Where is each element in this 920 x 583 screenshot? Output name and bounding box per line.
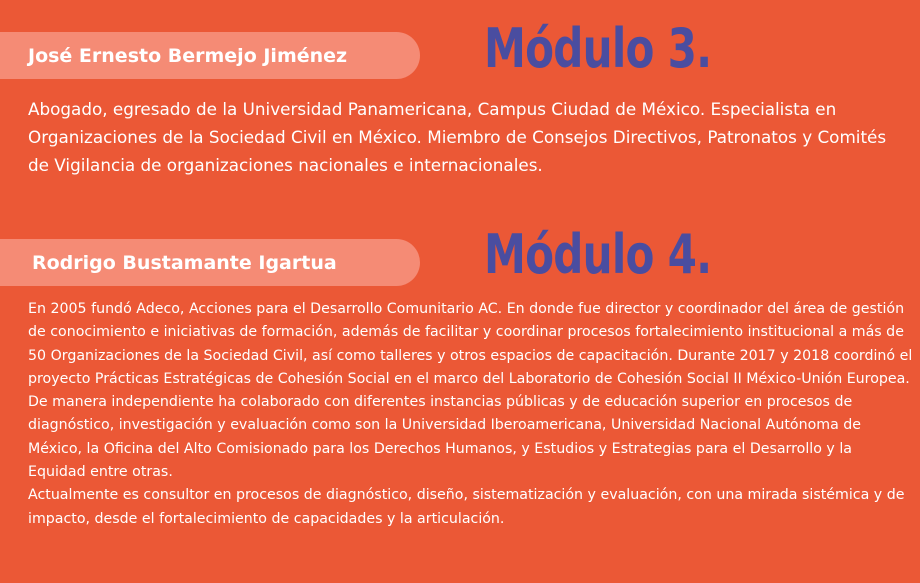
speaker-name-banner-1: [0, 32, 420, 79]
module-4-title: Módulo 4.: [484, 223, 712, 286]
bio-paragraph: De manera independiente ha colaborado con diferentes instancias públicas y de educación superior en procesos de diagnóstico, investigación y evaluación como son la Universidad Iberoamericana, Universidad Nacional Autónoma de México, la Oficina del Alto Comisionado para los Derechos Humanos, y Estudios y Estrategias para el Desarrollo y la Equidad entre otras.: [28, 394, 862, 481]
bio-paragraph: En 2005 fundó Adeco, Acciones para el Desarrollo Comunitario AC. En donde fue director y coordinador del área de gestión de conocimiento e iniciativas de formación, además de facilitar y coordinar procesos fortalecimiento institucional a más de 50 Organizaciones de la Sociedad Civil, así como talleres y otros espacios de capacitación. Durante 2017 y 2018 coordinó el proyecto Prácticas Estratégicas de Cohesión Social en el marco del Laboratorio de Cohesión Social II México-Unión Europea.: [28, 301, 913, 387]
speaker-bio-2: [28, 298, 913, 531]
speaker-bio-1: Abogado, egresado de la Universidad Panamericana, Campus Ciudad de México. Especialista en Organizaciones de la Sociedad Civil en México. Miembro de Consejos Directivos, Patronatos y Comités de Vigilancia de organizaciones nacionales e internacionales.: [28, 99, 887, 175]
speaker-name-1: José Ernesto Bermejo Jiménez: [28, 44, 348, 67]
speaker-name-2: Rodrigo Bustamante Igartua: [32, 251, 337, 274]
module-3-title: Módulo 3.: [484, 17, 712, 80]
speaker-name-banner-2: [0, 239, 420, 286]
bio-paragraph: Actualmente es consultor en procesos de diagnóstico, diseño, sistematización y evaluación, con una mirada sistémica y de impacto, desde el fortalecimiento de capacidades y la articulación.: [28, 487, 905, 527]
